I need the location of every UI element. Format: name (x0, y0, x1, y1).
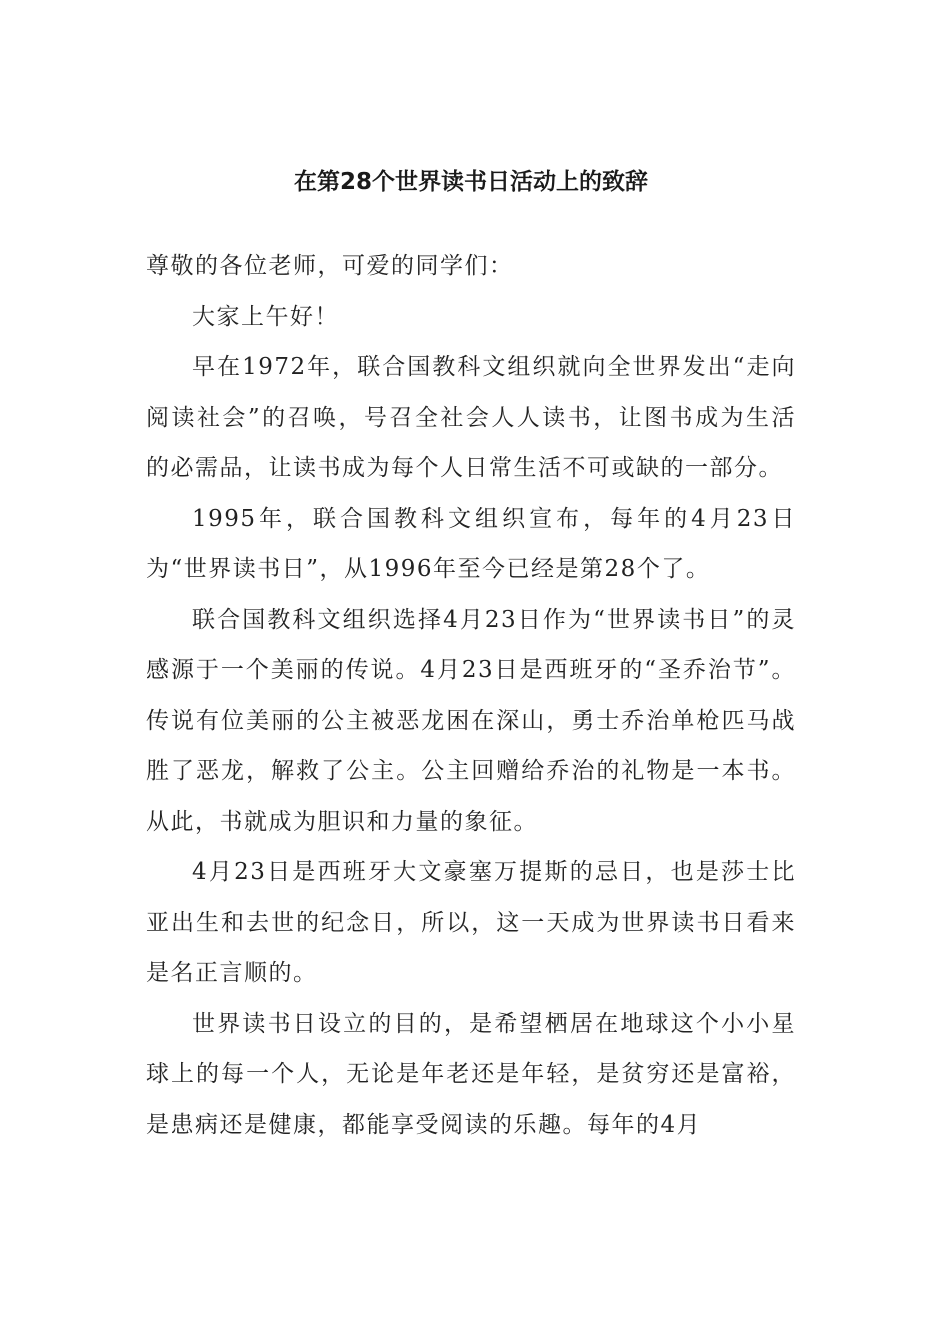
paragraph-1995-declaration: 1995年，联合国教科文组织宣布，每年的4月23日为“世界读书日”，从1996年至今已经是第28个了。 (146, 505, 796, 582)
salutation: 尊敬的各位老师，可爱的同学们： (146, 253, 514, 279)
document-title: 在第28个世界读书日活动上的致辞 (293, 169, 648, 195)
paragraph-purpose: 世界读书日设立的目的，是希望栖居在地球这个小小星球上的每一个人，无论是年老还是年轻，是贫穷还是富裕，是患病还是健康，都能享受阅读的乐趣。每年的4月 (146, 1010, 796, 1138)
document-body (146, 241, 796, 1150)
paragraph-greeting: 大家上午好！ (192, 303, 339, 330)
paragraph-1972-call: 早在1972年，联合国教科文组织就向全世界发出“走向阅读社会”的召唤，号召全社会人人读书，让图书成为生活的必需品，让读书成为每个人日常生活不可或缺的一部分。 (146, 354, 796, 481)
paragraph-cervantes-shakespeare: 4月23日是西班牙大文豪塞万提斯的忌日，也是莎士比亚出生和去世的纪念日，所以，这一天成为世界读书日看来是名正言顺的。 (146, 859, 796, 986)
paragraph-st-george-legend: 联合国教科文组织选择4月23日作为“世界读书日”的灵感源于一个美丽的传说。4月23日是西班牙的“圣乔治节”。传说有位美丽的公主被恶龙困在深山，勇士乔治单枪匹马战胜了恶龙，解救了公主。公主回赠给乔治的礼物是一本书。从此，书就成为胆识和力量的象征。 (146, 606, 796, 835)
